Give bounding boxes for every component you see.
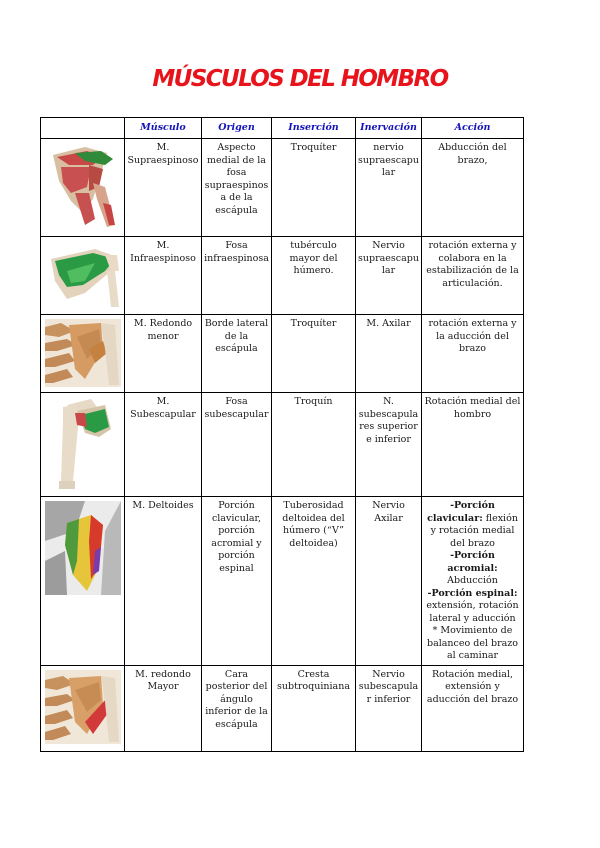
origin-cell: Aspecto medial de la fosa supraespinosa de la escápula [202,139,272,237]
image-cell [41,315,125,393]
page-title: MÚSCULOS DEL HOMBRO [152,66,448,92]
infraspinatus-illustration [45,241,121,309]
insertion-cell: tubérculo mayor del húmero. [272,237,356,315]
teres-minor-illustration [45,319,121,387]
action-part-label: -Porción acromial: [447,550,498,574]
origin-cell: Fosa infraespinosa [202,237,272,315]
table-row [41,665,524,751]
image-cell [41,393,125,497]
insertion-cell: Cresta subtroquiniana [272,665,356,751]
insertion-cell: Troquíter [272,139,356,237]
muscle-name: M. Redondo menor [125,315,202,393]
muscle-name: M. redondo Mayor [125,665,202,751]
action-cell: Abducción del brazo, [422,139,524,237]
deltoid-illustration [45,501,121,595]
action-cell [422,497,524,666]
image-cell [41,665,125,751]
supraspinatus-illustration [45,143,121,229]
muscle-name: M. Infraespinoso [125,237,202,315]
action-part-text: Abducción [447,575,498,586]
muscle-name: M. Deltoides [125,497,202,666]
header-image [41,118,125,139]
header-innervation: Inervación [356,118,422,139]
action-part-text: extensión, rotación lateral y aducción [426,600,519,624]
action-part [424,588,521,626]
origin-cell: Porción clavicular, porción acromial y porción espinal [202,497,272,666]
insertion-cell: Tuberosidad deltoidea del húmero (“V” deltoidea) [272,497,356,666]
table-row [41,237,524,315]
subscapularis-illustration [45,397,121,491]
origin-cell: Fosa subescapular [202,393,272,497]
action-part-label: -Porción clavicular: [427,500,495,524]
table-row [41,139,524,237]
action-cell: rotación externa y colabora en la estabilización de la articulación. [422,237,524,315]
header-insertion: Inserción [272,118,356,139]
innervation-cell: Nervio Axilar [356,497,422,666]
innervation-cell: Nervio supraescapular [356,237,422,315]
action-part [424,550,521,588]
action-note: * Movimiento de balanceo del brazo al caminar [426,625,519,661]
header-row [41,118,524,139]
image-cell [41,497,125,666]
action-part [424,500,521,550]
header-origin: Origen [202,118,272,139]
origin-cell: Borde lateral de la escápula [202,315,272,393]
muscles-table [40,117,524,752]
table-row [41,497,524,666]
innervation-cell: M. Axilar [356,315,422,393]
image-cell [41,237,125,315]
muscle-name: M. Subescapular [125,393,202,497]
action-cell: Rotación medial del hombro [422,393,524,497]
innervation-cell: nervio supraescapular [356,139,422,237]
action-part-label: -Porción espinal: [427,587,518,599]
innervation-cell: Nervio subescapular inferior [356,665,422,751]
teres-major-illustration [45,670,121,744]
innervation-cell: N. subescapulares superior e inferior [356,393,422,497]
insertion-cell: Troquín [272,393,356,497]
header-action: Acción [422,118,524,139]
header-muscle: Músculo [125,118,202,139]
image-cell [41,139,125,237]
action-part-text: flexión y rotación medial del brazo [430,512,518,549]
muscle-name: M. Supraespinoso [125,139,202,237]
action-cell: Rotación medial, extensión y aducción del brazo [422,665,524,751]
table-row [41,315,524,393]
table-row [41,393,524,497]
insertion-cell: Troquíter [272,315,356,393]
origin-cell: Cara posterior del ángulo inferior de la escápula [202,665,272,751]
action-cell: rotación externa y la aducción del brazo [422,315,524,393]
